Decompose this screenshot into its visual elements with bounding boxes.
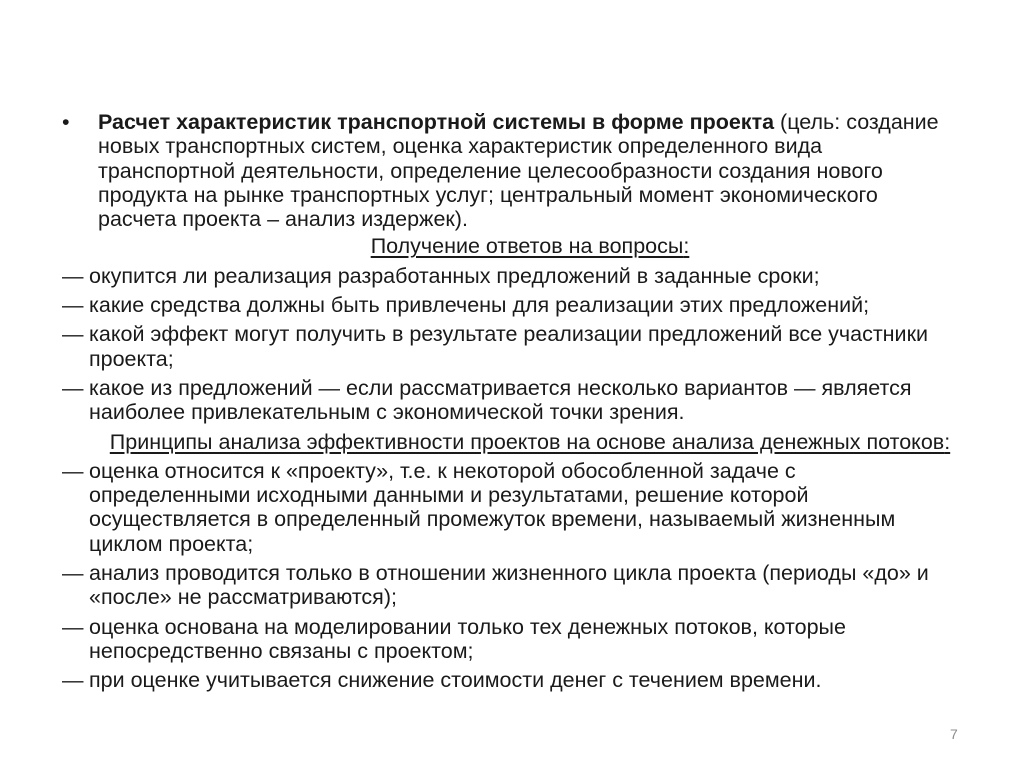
list-item-text: какие средства должны быть привлечены для реализации этих предложений; — [89, 293, 870, 318]
intro-bold-text: Расчет характеристик транспортной системы в форме проекта — [98, 110, 775, 134]
dash-icon: — — [62, 561, 84, 586]
list-item — [62, 293, 962, 317]
principles-heading — [62, 430, 962, 454]
dash-icon: — — [62, 614, 84, 639]
questions-heading-text: Получение ответов на вопросы — [370, 234, 684, 259]
dash-icon: — — [62, 375, 84, 400]
questions-heading — [62, 234, 962, 258]
list-item — [62, 615, 962, 664]
page-number: 7 — [950, 726, 958, 742]
intro-bullet — [62, 110, 962, 231]
list-item-text: оценка относится к «проекту», т.е. к некоторой обособленной задаче с определенными исходными данными и результатами, решение которой осуществляется в определенный промежуток времени, называемый жизненным циклом проекта; — [89, 458, 896, 556]
list-item — [62, 264, 962, 288]
principles-heading-text: Принципы анализа эффективности проектов на основе анализа денежных потоков — [109, 429, 945, 454]
list-item-text: какой эффект могут получить в результате реализации предложений все участники проекта; — [89, 322, 928, 371]
principles-list — [62, 459, 962, 693]
list-item-text: при оценке учитывается снижение стоимости денег с течением времени. — [89, 668, 822, 693]
dash-icon: — — [62, 263, 84, 288]
principles-heading-suffix: : — [944, 429, 951, 454]
list-item-text: оценка основана на моделировании только тех денежных потоков, которые непосредственно связаны с проектом; — [89, 614, 846, 663]
bullet-icon: • — [62, 110, 70, 134]
list-item-text: окупится ли реализация разработанных предложений в заданные сроки; — [89, 263, 820, 288]
questions-list — [62, 264, 962, 425]
list-item — [62, 459, 962, 556]
list-item-text: анализ проводится только в отношении жизненного цикла проекта (периоды «до» и «после» не рассматриваются); — [89, 561, 929, 610]
dash-icon: — — [62, 293, 84, 318]
dash-icon: — — [62, 458, 84, 483]
list-item — [62, 561, 962, 610]
questions-heading-suffix: : — [683, 234, 690, 259]
list-item — [62, 322, 962, 371]
slide-content — [62, 110, 962, 698]
dash-icon: — — [62, 668, 84, 693]
dash-icon: — — [62, 322, 84, 347]
list-item-text: какое из предложений — если рассматривается несколько вариантов — является наиболее привлекательным с экономической точки зрения. — [89, 375, 912, 425]
list-item — [62, 668, 962, 692]
intro-rest-text: (цель: создание новых транспортных систем, оценка характеристик определенного вида транспортной деятельности, определение целесообразности создания нового продукта на рынке транспортных услуг; центральный момент экономического расчета проекта – анализ издержек). — [98, 110, 939, 232]
list-item — [62, 376, 962, 425]
